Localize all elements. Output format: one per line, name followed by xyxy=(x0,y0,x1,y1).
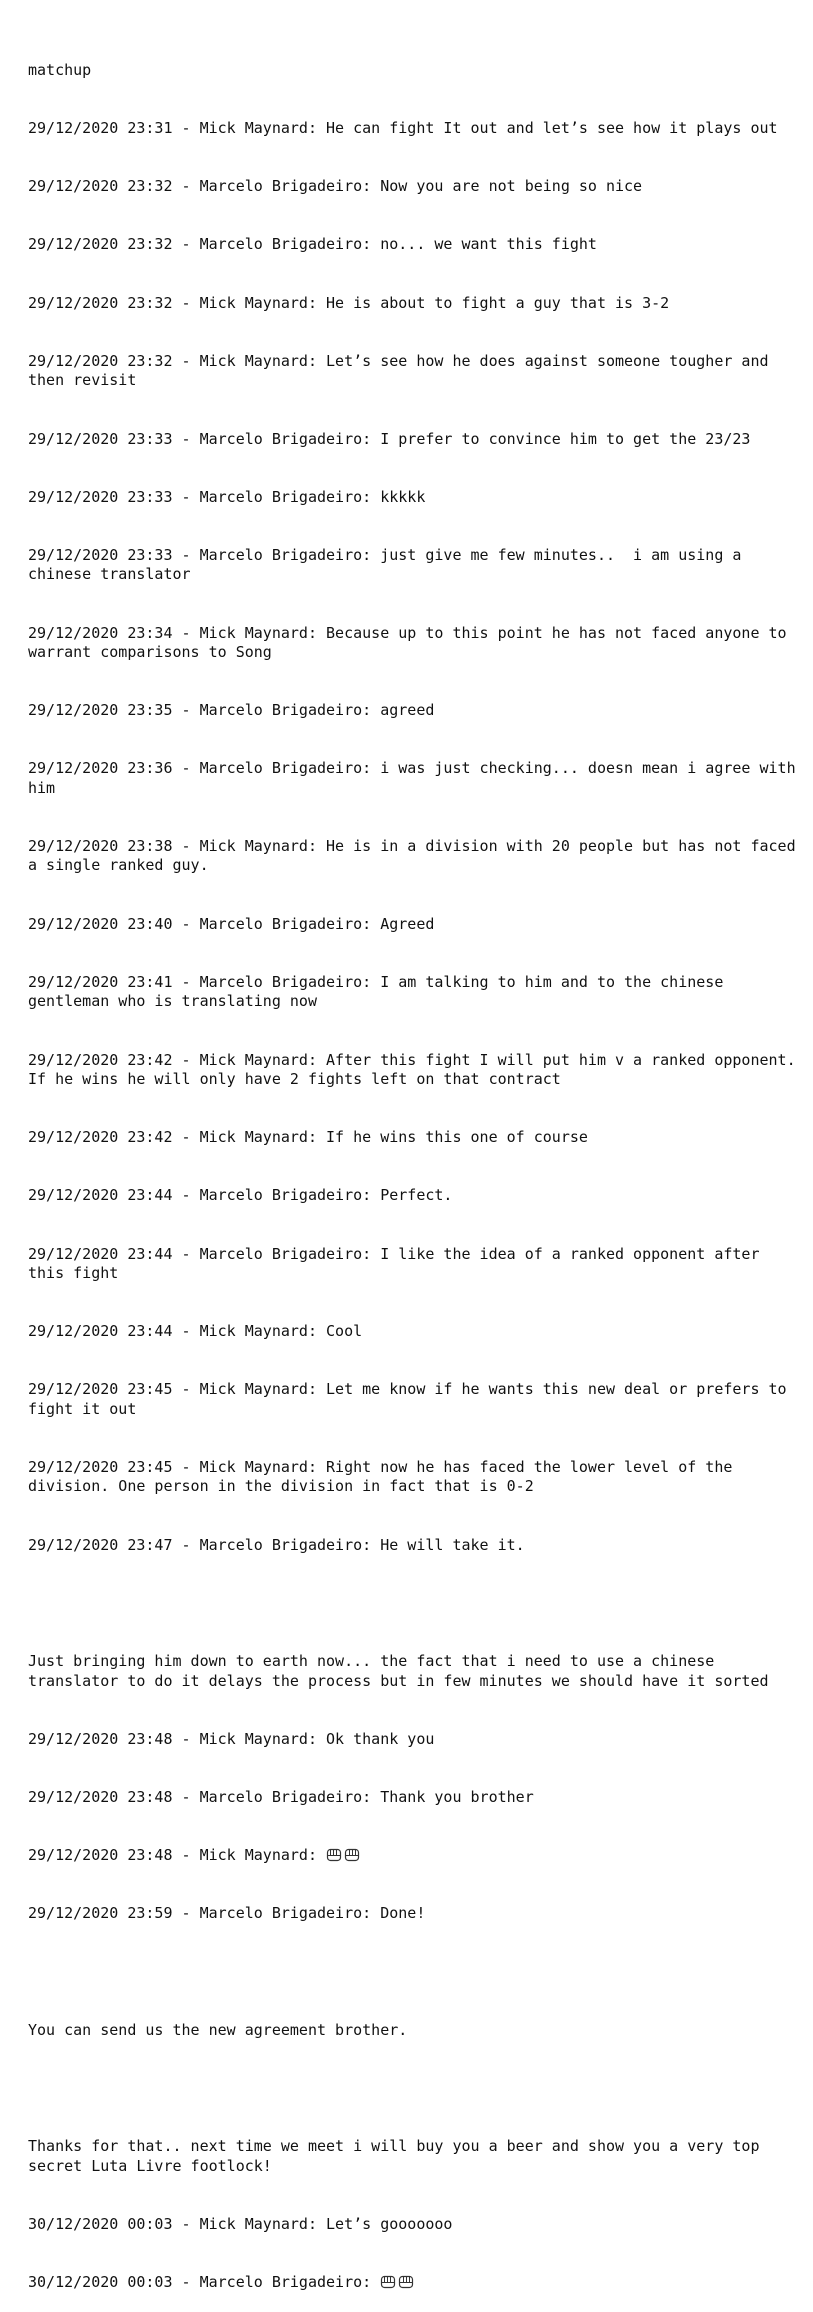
chat-line: 29/12/2020 23:41 - Marcelo Brigadeiro: I am talking to him and to the chinese gentleman who is translating now xyxy=(28,972,733,1011)
chat-line-emoji xyxy=(28,1846,798,1865)
chat-line: 29/12/2020 23:42 - Mick Maynard: If he wins this one of course xyxy=(28,1128,588,1147)
chat-line: 29/12/2020 23:44 - Marcelo Brigadeiro: Perfect. xyxy=(28,1186,453,1205)
chat-line: 29/12/2020 23:32 - Marcelo Brigadeiro: no... we want this fight xyxy=(28,235,597,254)
chat-line: 29/12/2020 23:35 - Marcelo Brigadeiro: agreed xyxy=(28,701,435,720)
chat-line-emoji xyxy=(28,2273,798,2292)
chat-line-text: 29/12/2020 23:48 - Mick Maynard: xyxy=(28,1846,327,1865)
chat-line: 29/12/2020 23:36 - Marcelo Brigadeiro: i was just checking... doesn mean i agree with him xyxy=(28,759,805,797)
chat-line: You can send us the new agreement brother. xyxy=(28,2020,408,2039)
fist-bump-icon xyxy=(398,2275,414,2289)
chat-line-text: 30/12/2020 00:03 - Marcelo Brigadeiro: xyxy=(28,2273,381,2292)
chat-line: Just bringing him down to earth now... the fact that i need to use a chinese translator to do it delays the process but in few minutes we should have it sorted xyxy=(28,1652,769,1690)
chat-line: 29/12/2020 23:47 - Marcelo Brigadeiro: He will take it. xyxy=(28,1535,525,1554)
chat-line: 29/12/2020 23:44 - Marcelo Brigadeiro: I like the idea of a ranked opponent after this fight xyxy=(28,1244,769,1282)
chat-line: 29/12/2020 23:48 - Mick Maynard: Ok thank you xyxy=(28,1729,435,1748)
fist-bump-icon xyxy=(380,2275,396,2289)
chat-line: 29/12/2020 23:40 - Marcelo Brigadeiro: Agreed xyxy=(28,914,435,933)
fist-bump-icon xyxy=(344,1848,360,1862)
chat-line: 29/12/2020 23:33 - Marcelo Brigadeiro: just give me few minutes.. i am using a chinese translator xyxy=(28,545,751,584)
chat-line: 29/12/2020 23:32 - Mick Maynard: Let’s see how he does against someone tougher and then revisit xyxy=(28,351,778,390)
chat-log xyxy=(28,22,805,2312)
chat-line: 29/12/2020 23:44 - Mick Maynard: Cool xyxy=(28,1322,363,1341)
chat-line: 29/12/2020 23:45 - Mick Maynard: Right now he has faced the lower level of the division. One person in the division in fact that is 0-2 xyxy=(28,1458,742,1496)
blank-line xyxy=(28,2079,798,2098)
blank-line xyxy=(28,1963,798,1982)
chat-line: 29/12/2020 23:33 - Marcelo Brigadeiro: kkkkk xyxy=(28,487,426,506)
chat-line: 29/12/2020 23:48 - Marcelo Brigadeiro: Thank you brother xyxy=(28,1787,534,1806)
chat-line: 29/12/2020 23:59 - Marcelo Brigadeiro: Done! xyxy=(28,1904,426,1923)
chat-line: 30/12/2020 00:03 - Mick Maynard: Let’s gooooooo xyxy=(28,2214,453,2233)
chat-line: 29/12/2020 23:33 - Marcelo Brigadeiro: I prefer to convince him to get the 23/23 xyxy=(28,429,751,448)
chat-line: 29/12/2020 23:32 - Mick Maynard: He is about to fight a guy that is 3-2 xyxy=(28,293,670,312)
chat-line: 29/12/2020 23:32 - Marcelo Brigadeiro: Now you are not being so nice xyxy=(28,177,643,196)
chat-line: 29/12/2020 23:45 - Mick Maynard: Let me know if he wants this new deal or prefers to fight it out xyxy=(28,1380,796,1418)
chat-line: Thanks for that.. next time we meet i will buy you a beer and show you a very top secret Luta Livre footlock! xyxy=(28,2137,769,2175)
blank-line xyxy=(28,1594,798,1613)
chat-line: 29/12/2020 23:38 - Mick Maynard: He is in a division with 20 people but has not faced a single ranked guy. xyxy=(28,837,805,875)
chat-line: 29/12/2020 23:42 - Mick Maynard: After this fight I will put him v a ranked opponent. If he wins he will only have 2 fights left on that contract xyxy=(28,1050,805,1088)
chat-line: 29/12/2020 23:31 - Mick Maynard: He can fight It out and let’s see how it plays out xyxy=(28,119,778,138)
chat-line: matchup xyxy=(28,60,92,79)
chat-line: 29/12/2020 23:34 - Mick Maynard: Because up to this point he has not faced anyone to warrant comparisons to Song xyxy=(28,623,796,661)
fist-bump-icon xyxy=(326,1848,342,1862)
